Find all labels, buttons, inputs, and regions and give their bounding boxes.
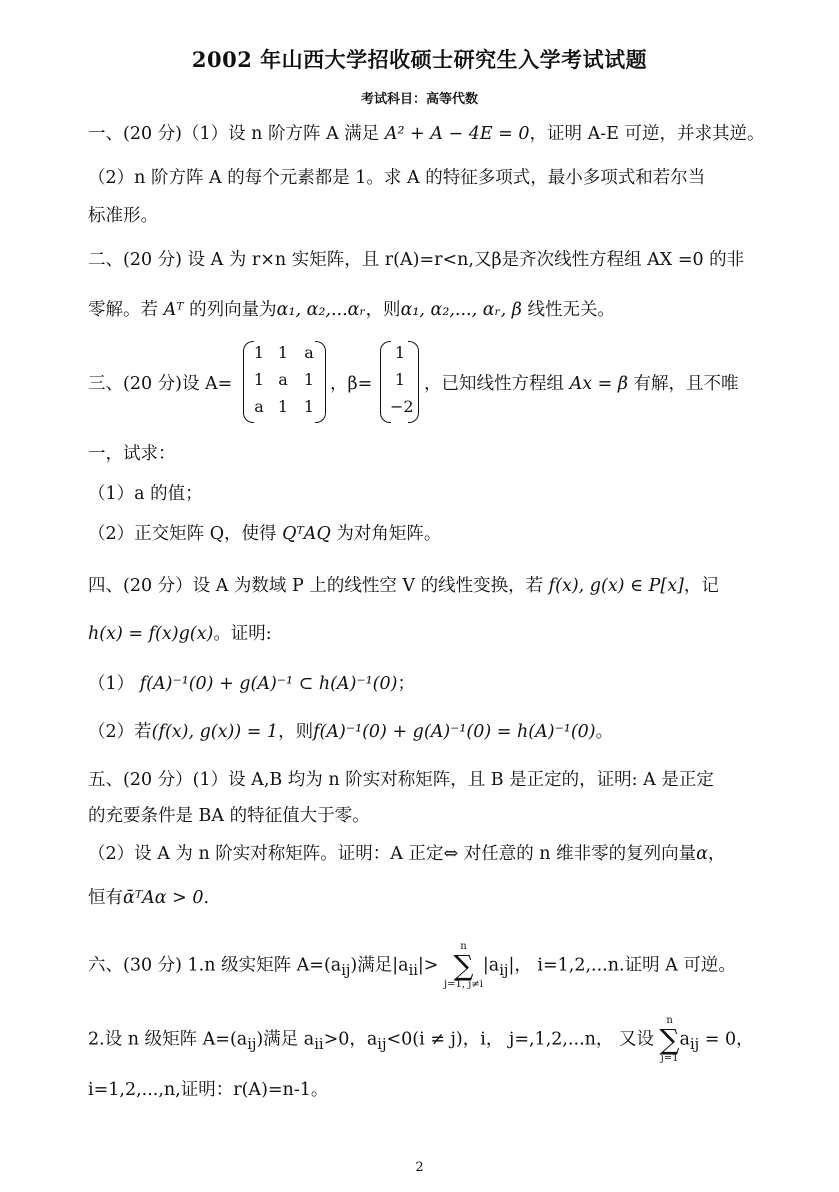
q6-line-3: i=1,2,...,n,证明：r(A)=n-1。 [88,1080,329,1100]
q6-text-d: |a [482,955,500,976]
q4-text-c: 。证明: [213,624,272,644]
sigma-glyph: ∑ [659,1023,680,1056]
q6-2-text-a: 2.设 n 级矩阵 A=(a [88,1029,248,1050]
q5-formula-2: ᾱᵀAα > 0 [123,888,204,908]
q4-formula-4: (f(x), g(x)) = 1 [151,722,279,742]
q5-text-c: 恒有 [88,888,123,908]
vector-beta-cell: 1 [394,343,406,362]
vector-beta-cell: −2 [390,397,414,416]
exam-title: 2002 年山西大学招收硕士研究生入学考试试题 [191,47,648,72]
q5-text-a: （2）设 A 为 n 阶实对称矩阵。证明：A 正定⇔ 对任意的 n 维非零的复列向量 [88,844,697,864]
q4-text-e: ； [397,674,415,694]
q4-text-h: 。 [595,722,614,742]
page-number: 2 [415,1160,424,1175]
q6-sub: ij [341,962,351,979]
q5-line-1: 五、(20 分）(1）设 A,B 均为 n 阶实对称矩阵，且 B 是正定的，证明: A 是正定 [88,770,714,790]
q6-text-e: |， i=1,2,...n.证明 A 可逆。 [508,955,736,976]
sum-upper: n [666,1015,673,1026]
q4-text-a: 四、(20 分）设 A 为数域 P 上的线性空 V 的线性变换，若 [88,576,549,596]
q2-text-b: 的列向量为 [183,300,277,320]
q6-sub: ij [689,1036,700,1053]
q3-formula-2: QᵀAQ [282,524,331,544]
q1-line-3: 标准形。 [88,206,158,226]
matrix-A-cell: 1 [277,397,289,416]
q2-formula-1: Aᵀ [163,300,184,320]
matrix-A-cell: 1 [277,343,289,362]
matrix-A [243,341,327,421]
q1-line-1 [88,120,765,145]
matrix-A-cell: a [304,343,314,362]
q6-2-text-c: >0，a [323,1029,378,1050]
q2-line-2 [88,296,758,321]
q4-line-2 [88,620,758,645]
matrix-A-cell: a [254,397,264,416]
sigma-glyph: ∑ [453,949,474,982]
q4-formula-3: f(A)⁻¹(0) + g(A)⁻¹ ⊂ h(A)⁻¹(0) [139,674,398,694]
q5-text-d: . [203,888,210,908]
q3-suffix-a: ，已知线性方程组 [424,374,570,394]
q6-2-text-d: <0(i ≠ j)，i， j=,1,2,...n， 又设 [386,1029,660,1050]
q1-line-2: （2）n 阶方阵 A 的每个元素都是 1。求 A 的特征多项式，最小多项式和若尔当 [88,168,706,188]
q4-text-f: （2）若 [88,722,152,742]
q4-text-g: ，则 [278,722,314,742]
q6-sub: ij [247,1036,257,1053]
matrix-A-cell: 1 [303,370,315,389]
matrix-A-cell: 1 [303,397,315,416]
q1-text-a: 一、(20 分)（1）设 n 阶方阵 A 满足 [88,124,385,144]
q3-beta-label: ，β= [330,374,373,394]
q4-formula-1: f(x), g(x) ∈ P[x] [548,576,684,596]
q3-prefix: 三、(20 分)设 A= [88,374,233,394]
q3-text-a: （2）正交矩阵 Q，使得 [88,524,283,544]
q6-2-text-f: = 0， [699,1029,754,1050]
q5-line-2: 的充要条件是 BA 的特征值大于零。 [88,806,370,826]
vector-beta [380,341,420,421]
q3-text-b: 为对角矩阵。 [330,524,442,544]
q2-formula-2: α₁, α₂,...αᵣ [276,300,366,320]
q6-sub: ii [314,1036,324,1053]
q3-suffix-b: 有解，且不唯 [627,374,739,394]
q3-formula: Ax = β [569,374,628,394]
q3-line-3: （1）a 的值； [88,484,203,504]
q6-text-a: 六、(30 分) 1.n 级实矩阵 A=(a [88,955,342,976]
matrix-A-cell: 1 [253,370,265,389]
q6-text-c: |> [417,955,445,976]
q4-line-3 [88,670,758,695]
q2-text-c: ，则 [365,300,401,320]
q5-line-4 [88,884,758,909]
q6-sub: ij [377,1036,387,1053]
q2-text-a: 零解。若 [88,300,164,320]
q4-text-b: ，记 [683,576,719,596]
q4-text-d: （1） [88,674,140,694]
q3-line-2: 一，试求： [88,444,176,464]
q5-formula-1: α [696,844,708,864]
q6-sub: ii [408,962,418,979]
q5-text-b: ， [707,844,726,864]
q6-sub: ij [499,962,509,979]
q2-formula-3: α₁, α₂,..., αᵣ, β [400,300,522,320]
q4-line-1 [88,572,758,597]
q4-formula-5: f(A)⁻¹(0) + g(A)⁻¹(0) = h(A)⁻¹(0) [313,722,596,742]
q6-2-text-b: )满足 a [256,1029,315,1050]
q4-formula-2: h(x) = f(x)g(x) [88,624,214,644]
exam-subject: 考试科目：高等代数 [360,92,478,107]
summation-symbol [444,942,483,990]
sum-lower: j=1, j≠i [444,979,483,990]
matrix-A-cell: 1 [253,343,265,362]
q1-formula: A² + A − 4E = 0 [384,124,530,144]
matrix-A-cell: a [278,370,288,389]
sum-upper: n [460,941,467,952]
q1-text-b: ，证明 A-E 可逆，并求其逆。 [529,124,765,144]
q4-line-4 [88,718,758,743]
q3-line-4 [88,520,758,545]
q2-text-d: 线性无关。 [521,300,615,320]
summation-symbol [660,1016,680,1064]
q2-line-1: 二、(20 分) 设 A 为 r×n 实矩阵，且 r(A)=r<n,又β是齐次线性方程组 AX =0 的非 [88,250,745,270]
q3-suffix [424,370,754,395]
q5-line-3 [88,840,758,865]
sum-lower: j=1 [660,1053,679,1064]
q6-line-1 [88,942,758,990]
vector-beta-cell: 1 [394,370,406,389]
q6-text-b: )满足|a [350,955,409,976]
q6-line-2 [88,1016,758,1064]
q6-2-text-e: a [679,1029,690,1050]
